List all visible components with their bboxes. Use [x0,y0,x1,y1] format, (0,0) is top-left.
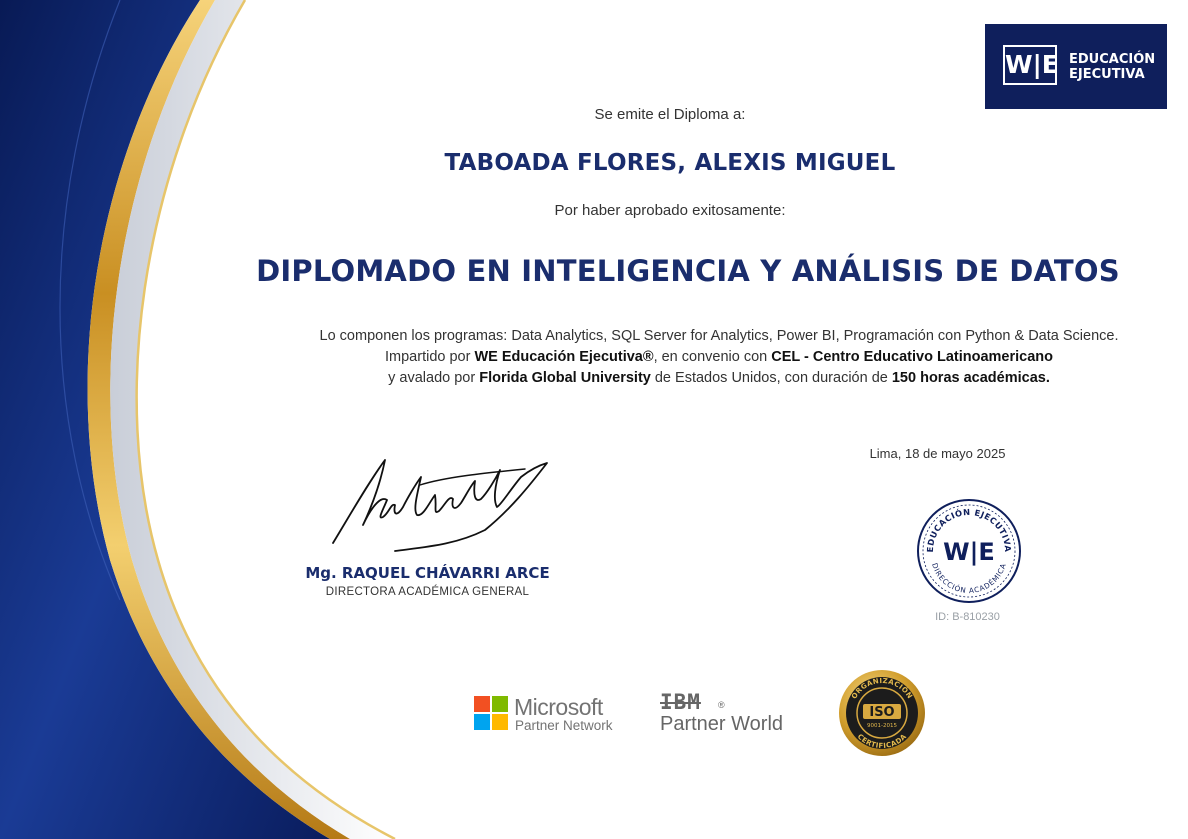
signatory-name: Mg. RAQUEL CHÁVARRI ARCE [305,564,550,582]
seal-top-text: EDUCACIÓN EJECUTIVA [924,506,1014,553]
seal-mark: W|E [943,538,995,566]
programs-text: Lo componen los programas: Data Analytics, SQL Server for Analytics, Power BI, Programación con Python & Data Science. [319,328,1119,344]
signature-image [325,455,555,560]
brand-logo-line1: EDUCACIÓN [1069,52,1156,67]
recipient-name: TABOADA FLORES, ALEXIS MIGUEL [444,150,896,176]
iso-number: 9001-2015 [867,723,897,729]
microsoft-partner-logo [474,694,629,738]
duration-prefix: de Estados Unidos, con duración de [650,370,892,386]
iso-mark: ISO [869,705,895,720]
taught-by-prefix: Impartido por [385,349,475,365]
certificate-id: ID: B-810230 [935,611,1000,623]
microsoft-name: Microsoft [514,694,603,720]
iso-certified-badge [838,669,926,757]
issued-to-label: Se emite el Diploma a: [594,106,746,123]
ibm-partner-logo [660,690,800,740]
microsoft-windows-icon [474,696,508,730]
seal-bottom-text: DIRECCIÓN ACADÉMICA [930,561,1008,596]
brand-logo-line2: EJECUTIVA [1069,67,1145,82]
agreement-institution: CEL - Centro Educativo Latinoamericano [771,349,1053,365]
approved-label: Por haber aprobado exitosamente: [554,202,786,219]
endorsed-institution: Florida Global University [479,370,651,386]
agreement-prefix: , en convenio con [653,349,772,365]
endorsed-by-line [308,368,1130,389]
iso-bottom-text: CERTIFICADA [855,732,909,751]
course-title: DIPLOMADO EN INTELIGENCIA Y ANÁLISIS DE DATOS [256,254,1120,288]
ibm-sub: Partner World [660,713,784,735]
brand-logo-text [1069,52,1155,82]
brand-logo-mark: W|E [1003,45,1057,85]
duration-value: 150 horas académicas. [891,370,1050,386]
iso-top-text: ORGANIZACIÓN [850,676,914,701]
place-date: Lima, 18 de mayo 2025 [869,446,1006,461]
microsoft-sub: Partner Network [515,718,613,733]
taught-by-line [308,347,1130,368]
academic-seal [916,498,1022,604]
certificate-description [308,326,1130,389]
signatory-role: DIRECTORA ACADÉMICA GENERAL [325,586,530,598]
ibm-name: IBM [660,690,701,714]
ibm-registered-mark: ® [718,700,725,710]
brand-logo [985,24,1167,109]
endorsed-prefix: y avalado por [388,370,480,386]
taught-by-institution: WE Educación Ejecutiva® [474,349,654,365]
